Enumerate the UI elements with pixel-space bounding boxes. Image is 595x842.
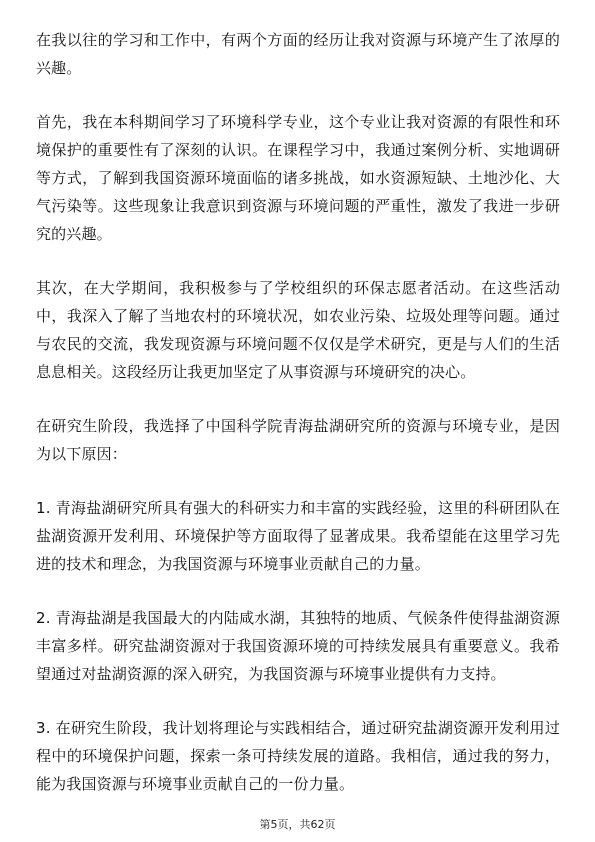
document-body	[36, 26, 560, 798]
paragraph-reason-3: 3. 在研究生阶段，我计划将理论与实践相结合，通过研究盐湖资源开发利用过程中的环境保护问题，探索一条可持续发展的道路。我相信，通过我的努力，能为我国资源与环境事业贡献自己的一份力量。	[36, 719, 560, 793]
paragraph-reason-2: 2. 青海盐湖是我国最大的内陆咸水湖，其独特的地质、气候条件使得盐湖资源丰富多样。研究盐湖资源对于我国资源环境的可持续发展具有重要意义。我希望通过对盐湖资源的深入研究，为我国资源与环境事业提供有力支持。	[36, 609, 560, 683]
paragraph-intro: 在我以往的学习和工作中，有两个方面的经历让我对资源与环境产生了浓厚的兴趣。	[36, 31, 560, 77]
paragraph-reasons-intro: 在研究生阶段，我选择了中国科学院青海盐湖研究所的资源与环境专业，是因为以下原因：	[36, 417, 560, 463]
paragraph-second-experience: 其次，在大学期间，我积极参与了学校组织的环保志愿者活动。在这些活动中，我深入了解了当地农村的环境状况，如农业污染、垃圾处理等问题。通过与农民的交流，我发现资源与环境问题不仅仅是学术研究，更是与人们的生活息息相关。这段经历让我更加坚定了从事资源与环境研究的决心。	[36, 279, 560, 381]
paragraph-first-experience: 首先，我在本科期间学习了环境科学专业，这个专业让我对资源的有限性和环境保护的重要性有了深刻的认识。在课程学习中，我通过案例分析、实地调研等方式，了解到我国资源环境面临的诸多挑战，如水资源短缺、土地沙化、大气污染等。这些现象让我意识到资源与环境问题的严重性，激发了我进一步研究的兴趣。	[36, 113, 560, 243]
paragraph-reason-1: 1. 青海盐湖研究所具有强大的科研实力和丰富的实践经验，这里的科研团队在盐湖资源开发利用、环境保护等方面取得了显著成果。我希望能在这里学习先进的技术和理念，为我国资源与环境事业贡献自己的力量。	[36, 499, 560, 573]
page-number-footer: 第5页，共62页	[259, 818, 336, 831]
